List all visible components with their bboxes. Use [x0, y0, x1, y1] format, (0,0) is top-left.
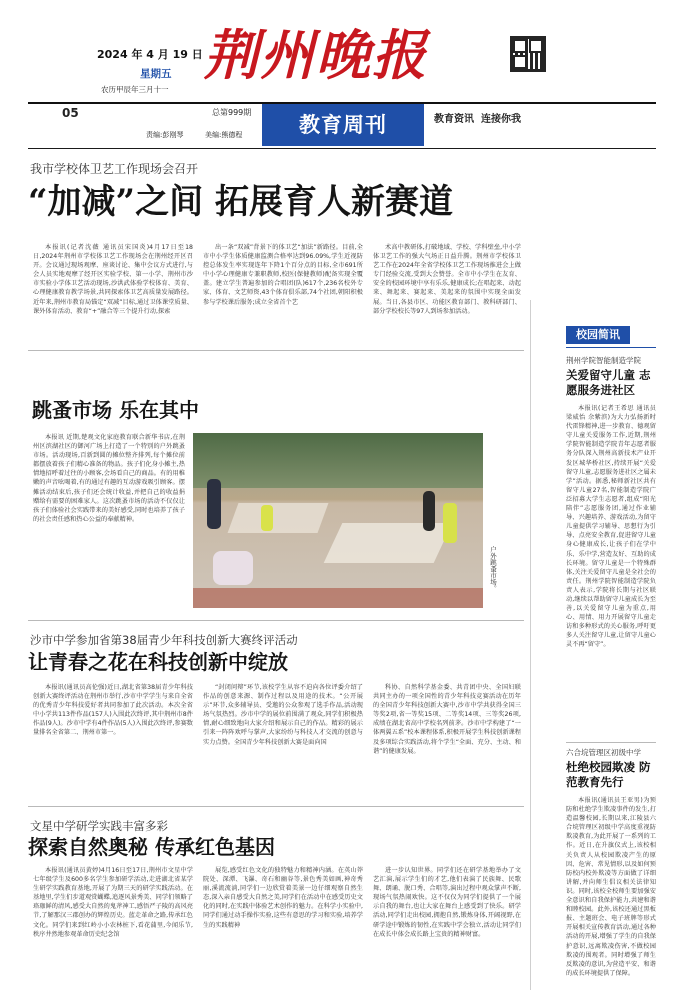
masthead-date: 2024 年 4 月 19 日: [97, 48, 203, 61]
sidebar-header-rule: [566, 347, 656, 348]
tech-col2: “封闭问辩”环节,该校学生从容不迫向各位评委介绍了作品的创意来源、制作过程以及用途的技术。“公开展示”环节,众多辅导员、受邀的公众参观了选手作品,活动现场气氛热烈。沙市中学的展位前围满了观众,同学们积极热情,耐心细致地向大家介绍和展示自己的作品。精彩的展示引来一阵阵欢呼与掌声,大家纷纷与科技人才交流的创意与实力点赞。全国青少年科技创新大赛是面向国: [203, 684, 363, 746]
study-col1: 本报讯(通讯员黄婷)4月16日至17日,荆州市文星中学七年级学生及600多名学生参加研学活动,走进湖北省某学生研学实践教育基地,开展了为期三天的研学实践活动。在基地里,学生们步道观赏蝴蝶,追逐风景秀美、同学们领略了珞珈鲜的清风,感受大自然的鬼斧神工,感悟严子陵的高风亮节,了解那汉三郡创办的辉煌历史。蓝走革命之路,传承红色文化。同学们来到红岭小小农林桩下,看花蒲里,今闻乐节,秩序井然地参观革命历史纪念馆: [33, 867, 193, 938]
tech-col3: 科协、自然科学基金委、共青团中央、全国妇联共同主办的一项全国性的青少年科技竞赛活动在历年的全国青少年科技创新大赛中,沙市中学共获得全国三等奖2项,省一等奖15项、二等奖14项、三等奖26项,成绩在湖北省高中学校名列前茅。沙市中学构建了“一体两翼五系”校本课程体系,积极开展学生科技创新课程及多项综合实践活动,将个学生“全面、充分、主动、和谐”的健康发展。: [373, 684, 521, 755]
page-number: 05: [62, 106, 79, 120]
lead-kicker: 我市学校体卫艺工作现场会召开: [30, 162, 199, 176]
tech-headline: 让青春之花在科技创新中绽放: [28, 650, 288, 674]
editor-credit: 责编:彭刚琴: [146, 131, 184, 139]
sidebar-item1-kicker: 荆州学院智能制造学院: [566, 356, 641, 365]
sidebar-item2-kicker: 六合垸管理区初级中学: [566, 748, 641, 757]
tech-kicker: 沙市中学参加省第38届青少年科技创新大赛终评活动: [30, 633, 298, 647]
divider-tech: [28, 806, 524, 807]
paper-logo: 荆州晚报: [204, 23, 428, 87]
section-slogan: 教育资讯 连接你我: [434, 114, 521, 125]
lead-col1: 本报讯(记者沈薇 通讯员宋国炎)4月17日至18日,2024年荆州市学校体卫艺工作现场会在荆州经开区召开。会议通过现场观摩、座谈讨论、集中会议方式进行,与会人员实地观摩了经开区实验学校、第一小学、荆州市沙市实验小学体卫艺活动现场,沙洪武体验学校体育、美育、心理健康教育教学场景,共同探索体卫艺高质量发展路径。近年来,荆州市教育局锚定“双减”目标,通过卫体课堂质量、课外体育活动、教育“+”融合等三个提升行动,探索: [33, 244, 193, 315]
sidebar-item1-title: 关爱留守儿童 志愿服务进社区: [566, 368, 651, 397]
sidebar-item2-title: 杜绝校园欺凌 防范教育先行: [566, 760, 651, 789]
section-title: 教育周刊: [299, 113, 387, 137]
flea-photo: [193, 433, 483, 608]
sidebar-divider: [530, 300, 531, 990]
lead-col3: 术高中教研体,打破地域、学校、学科壁垒,中小学体卫艺工作的强大气场正日益升腾。荆州市学校体卫艺工作在2024年全省学校体卫艺工作现场推进会上做专门经验交流,受到大会赞誉。全市中小学生在友育、安全的校园环境中享有乐乐,健康成长;在唱起来、动起来、舞起来、赛起来、美起来的氛围中实现全面发展。当日,各县市区、功能区教育部门、教科研部门、部分学校校长等97人到场参加活动。: [373, 244, 521, 315]
flea-headline: 跳蚤市场 乐在其中: [32, 398, 199, 422]
tech-col1: 本报讯(通讯员高伦强)近日,湖北省第38届青少年科技创新大赛终评活动在荆州市举行,沙市中学学生与来自全省的优秀青少年科技爱好者共同参加了此次活动。本次全省中小学共113件作品(157人)入围此次终评,其中荆州市8件作品(9人)。沙市中学有4件作品(5人)入围此次终评,参赛数量排名全省第二、荆州市第一。: [33, 684, 193, 737]
qr-code: [510, 36, 546, 72]
divider-flea: [28, 620, 524, 621]
section-rule: [28, 148, 656, 149]
masthead-weekday: 星期五: [140, 68, 172, 80]
lead-col2: 出一条“双减”背景下的体卫艺“加法”新路径。目前,全市中小学生体质健康监测合格率达到96.09%,学生近视防控总体发生率实现连年下降1个百分点的目标,全市691所中小学心理健康专兼职教师,校医(保健教师)配备实现全覆盖。建立学生普遍参加的合唱团(队)617个,236名校外专家、体育、文艺师资,43个体育俱乐部,74个社团,朝阳积极参与学校课后服务;成立全省首个艺: [203, 244, 363, 306]
designer-credit: 美编:熊德程: [205, 131, 243, 139]
flea-body: 本报讯 近期,楚观文化家庭教育联合新华书店,在荆州区滨湖社区的御河广场上打造了一个特别的户外跳蚤市场。活动现场,百新到圆的摊位整齐排列,每个摊位前都摆放着孩子们精心准备的物品。孩子们化身小摊主,热情地招呼着过往的小顾客,会场看自己的商品。有的用稚嫩的声音吆喝着,有的通过有趣的互动游戏吸引顾客。摆摊活动结束后,孩子们还会统计收益,并把自己的收益捐赠给有需要的困难家人。这次跳蚤市场的活动不仅仅让孩子们体验社会实践带来的美好感受,同时也培养了孩子的社会责任感和热心公益的奉献精神。: [33, 434, 185, 523]
sidebar-item2-body: 本报讯(通讯员王亚男)为预防和杜绝学生欺凌事件的发生,打造温馨校园,长期以来,江陵县六合垸管理区初级中学高度重视防欺凌教育,为此开展了一系列的工作。近日,在升旗仪式上,该校相关负责人从校园欺凌产生的原因、危害、常见情形,以及如何预防校内校外欺凌等方面做了详细讲解,并向师生倡议相关法律知识。同时,该校全校师生要加强安全意识和自我保护能力,共建和谐和睦校园。此外,该校还通过黑板报、主题班会、电子班牌等形式开展相关宣传教育活动,通过各种活动的开展,增强了学生的自我保护意识,远离欺凌伤害,不做校园欺凌的围观者。同时增强了师生反欺凌的意识,为营造平安、和谐的成长环境提供了保障。: [566, 797, 656, 977]
study-col3: 进一步认知世界。同学们还在研学基地举办了文艺汇演,展示学生们的才艺,他们表演了民族舞、民歌舞、朗诵、脱口秀、合唱等,演出过程中观众掌声不断,现场气氛热闹欢快。这不仅仅为同学们提供了一个展示自我的舞台,也让大家在舞台上感受到了快乐。研学活动,同学们走出校园,拥抱自然,锻炼身体,开阔视野,在研学途中锻炼的韧性,在实践中学会独立,活动让同学们在成长中体会成长路上宝贵的精神财富。: [373, 867, 521, 938]
issue-number: 总第999期: [212, 108, 252, 117]
sidebar-item1-body: 本报讯(记者王希思 通讯员梁威怡 余紫滨)为大力弘扬新时代雷锋精神,进一步教育、德观留守儿童关爱服务工作,近期,荆州学院智能制造学院青年志愿者服务分队深入荆州高新技术产业开发区城华桥社区,持续开展“关爱留守儿童,志愿服务进社区之属未学”活动。据悉,秘师新社区共有留守儿童27名,智能制造学院广泛招募大学生志愿者,组成“阳光陪伴”志愿服务团,通过作业辅导、兴趣培养、游戏活动,为留守儿童提供学习辅导、思想行为引导、点亮安全教育,促进留守儿童身心健康成长,让孩子们在学中乐、乐中学,营造友好、互助的成长环境。留守儿童是一个特殊群体,关注关爱留守儿童是全社会的责任。荆州学院智能制造学院负责人表示,学院将长期与社区联动,继续以帮助留守儿童成长为至善,以关爱留守儿童为重点,用心、用情、用力开展留守儿童走访和多种形式的关心服务,呼吁更多人关注留守儿童,让留守儿童心灵不再“留守”。: [566, 405, 656, 649]
masthead-lunar: 农历甲辰年三月十一: [101, 85, 169, 94]
divider-lead: [28, 350, 524, 351]
study-headline: 探索自然奥秘 传承红色基因: [28, 835, 275, 859]
study-kicker: 文星中学研学实践丰富多彩: [30, 819, 168, 833]
sidebar-divider-mid: [566, 742, 656, 743]
sidebar-header: 校园简讯: [566, 326, 630, 344]
lead-headline: “加减”之间 拓展育人新赛道: [28, 182, 453, 222]
study-col2: 展览,感受红色文化的独特魅力和精神内涵。在英山莽院处、深潭、飞瀑、奇石和幽谷等,景色秀美如画,神奇秀丽,溪流流淌,同学们一边欣赏着美景一边仔细观察自然生态,深入亲自感受大自然之美,同学们在活动中在感受历史文化的同时,在实践中体验艺术创作的魅力。在科学小实验中,同学们通过动手操作实验,这些有意思的学习和实验,培养学生的实践精神: [203, 867, 363, 929]
flea-photo-caption: 户外跳蚤市场。: [489, 546, 497, 592]
